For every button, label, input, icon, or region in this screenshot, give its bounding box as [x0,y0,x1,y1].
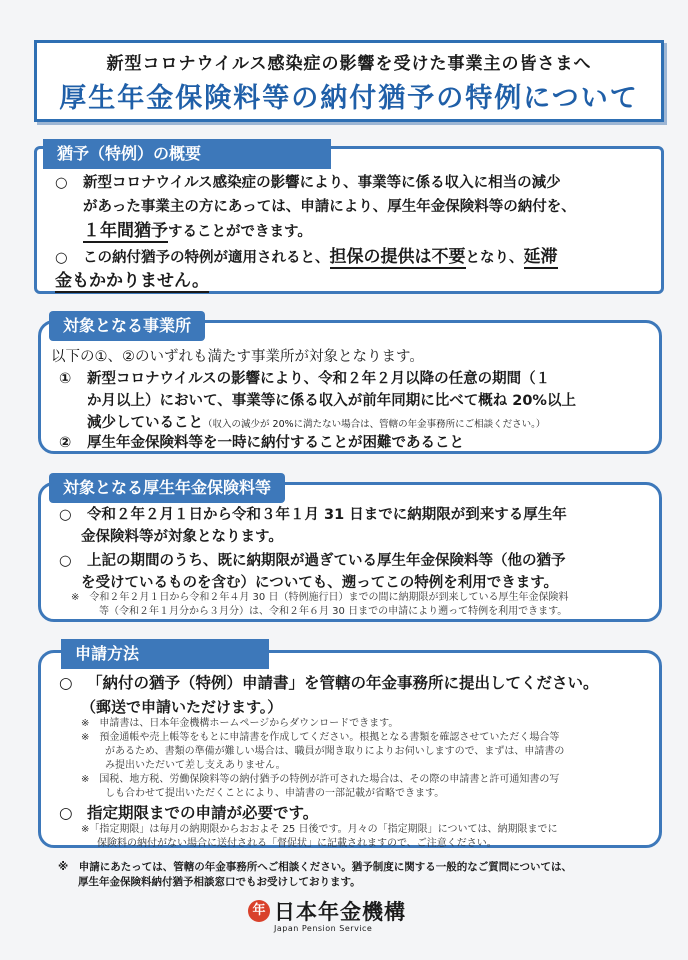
footer-note [58,860,572,890]
logo [248,896,448,940]
section-eligible-premiums [38,478,662,622]
note: ※ 国税、地方税、労働保険料等の納付猶予の特例が許可された場合は、その際の申請書と許可通知書の写 [81,774,560,785]
text: 指定期限までの申請が必要です。 [87,804,319,822]
section-premiums-title: 対象となる厚生年金保険料等 [49,473,285,503]
number-2-icon: ② [59,435,72,451]
text: 厚生年金保険料等を一時に納付することが困難であること [87,435,464,451]
premium-item-2 [59,549,647,573]
note: ※「指定期限」は毎月の納期限からおおよそ 25 日後です。月々の「指定期限」については、納期限までに [81,824,558,835]
note: 等（令和２年１月分から３月分）は、令和２年６月 30 日までの申請により遡って特例を利用できます。 [99,606,568,617]
note: （収入の減少が 20%に満たない場合は、管轄の年金事務所にご相談ください。） [203,419,546,430]
condition-2 [59,431,647,455]
footer-line-1: ※ 申請にあたっては、管轄の年金事務所へご相談ください。猶予制度に関する一般的なご質問については、 [58,861,572,873]
text: することができます。 [168,224,312,240]
overview-item-2-end [55,269,649,294]
note: があるため、書類の準備が難しい場合は、職員が聞き取りによりお伺いしますので、まずは、申請書の [105,746,565,757]
text: があった事業主の方にあっては、申請により、厚生年金保険料等の納付を、 [83,199,576,215]
circle-bullet-icon: ○ [55,250,68,266]
number-1-icon: ① [59,371,72,387]
circle-bullet-icon: ○ [55,175,68,191]
circle-bullet-icon: ○ [59,674,73,692]
logo-text: 日本年金機構 [274,900,406,924]
text: となり、 [465,250,524,266]
section-offices-title: 対象となる事業所 [49,311,205,341]
note: ※ 預金通帳や売上帳等をもとに申請書を作成してください。根拠となる書類を確認させていただく場合等 [81,732,560,743]
text: 上記の期間のうち、既に納期限が過ぎている厚生年金保険料等（他の猶予 [87,553,566,569]
intro-text: 以下の①、②のいずれも満たす事業所が対象となります。 [51,349,424,365]
circle-bullet-icon: ○ [59,804,73,822]
note: み提出いただいて差し支えありません。 [105,760,286,771]
text: を受けているものを含む）についても、遡ってこの特例を利用できます。 [81,575,559,591]
note: ※ 申請書は、日本年金機構ホームページからダウンロードできます。 [81,718,399,729]
footer-line-2: 厚生年金保険料納付猶予相談窓口でもお受けしております。 [78,876,361,888]
highlight-no-collateral: 担保の提供は不要 [329,247,466,267]
overview-item-2 [55,245,649,270]
overview-item-1-end [83,219,649,244]
highlight-late-fee: 延滞 [523,247,558,267]
logo-english: Japan Pension Service [274,924,373,933]
section-eligible-offices [38,316,662,454]
application-item-1 [59,671,647,695]
text: 減少していること [87,415,203,431]
section-overview [34,146,664,294]
text: 「納付の猶予（特例）申請書」を管轄の年金事務所に提出してください。 [87,674,599,692]
text: か月以上）において、事業等に係る収入が前年同期に比べて概ね 20%以上 [87,393,576,409]
text: 新型コロナウイルス感染症の影響により、事業等に係る収入に相当の減少 [83,175,561,191]
circle-bullet-icon: ○ [59,507,72,523]
highlight-late-fee-2: 金もかかりません。 [55,271,210,291]
note: しも合わせて提出いただくことにより、申請書の一部記載が省略できます。 [105,788,445,799]
title-box [34,40,664,122]
highlight-1year: １年間猶予 [83,221,168,241]
text: この納付猶予の特例が適用されると、 [83,250,330,266]
section-application-title: 申請方法 [61,639,269,669]
text: 金保険料等が対象となります。 [81,529,283,545]
circle-bullet-icon: ○ [59,553,72,569]
condition-1 [59,367,647,391]
premium-item-1 [59,503,647,527]
overview-item-1 [55,171,649,195]
text: 新型コロナウイルスの影響により、令和２年２月以降の任意の期間（１ [87,371,551,387]
text: 令和２年２月１日から令和３年１月 31 日までに納期限が到来する厚生年 [87,507,567,523]
note: 保険料の納付がない場合に送付される「督促状」に記載されますので、ご注意ください。 [97,838,497,849]
section-overview-title: 猶予（特例）の概要 [43,139,331,169]
section-application [38,644,662,849]
page-title: 厚生年金保険料等の納付猶予の特例について [59,83,639,114]
application-item-2 [59,801,647,825]
note: ※ 令和２年２月１日から令和２年４月 30 日（特例施行日）までの間に納期限が到来している厚生年金保険料 [71,592,569,603]
text: （郵送で申請いただけます。） [81,698,283,716]
jps-emblem-icon: 年 [248,900,270,922]
header-subtitle: 新型コロナウイルス感染症の影響を受けた事業主の皆さまへ [106,54,592,74]
